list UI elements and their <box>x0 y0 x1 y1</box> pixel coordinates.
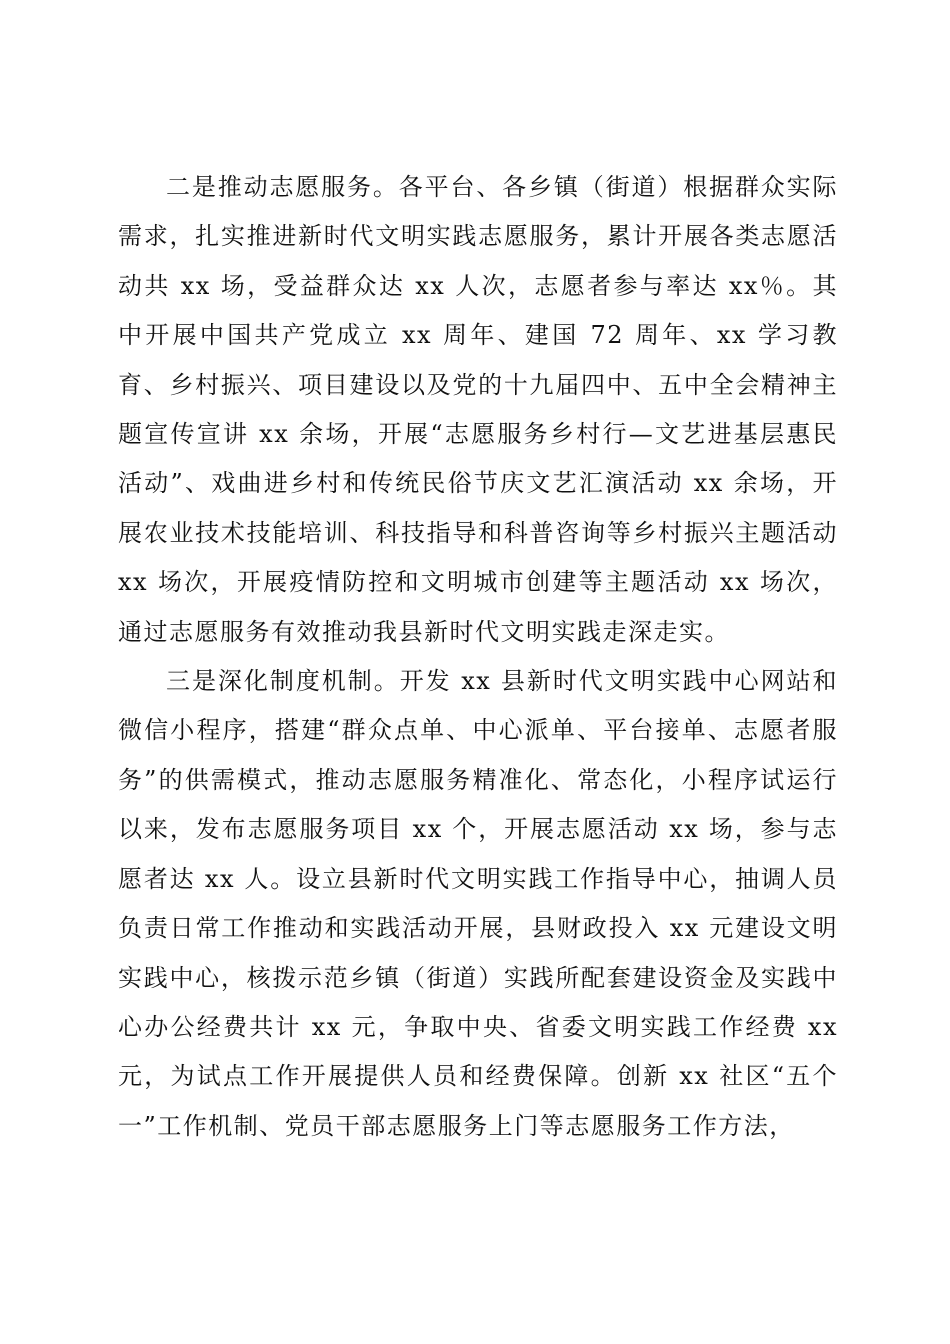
document-body <box>118 163 838 1151</box>
paragraph-institutional-mechanism: 三是深化制度机制。开发 xx 县新时代文明实践中心网站和微信小程序，搭建“群众点单、中心派单、平台接单、志愿者服务”的供需模式，推动志愿服务精准化、常态化，小程序试运行以来，发布志愿服务项目 xx 个，开展志愿活动 xx 场，参与志愿者达 xx 人。设立县新时代文明实践工作指导中心，抽调人员负责日常工作推动和实践活动开展，县财政投入 xx 元建设文明实践中心，核拨示范乡镇（街道）实践所配套建设资金及实践中心办公经费共计 xx 元，争取中央、省委文明实践工作经费 xx 元，为试点工作开展提供人员和经费保障。创新 xx 社区“五个一”工作机制、党员干部志愿服务上门等志愿服务工作方法， <box>118 667 838 1140</box>
paragraph-volunteer-service: 二是推动志愿服务。各平台、各乡镇（街道）根据群众实际需求，扎实推进新时代文明实践志愿服务，累计开展各类志愿活动共 xx 场，受益群众达 xx 人次，志愿者参与率达 xx％。其中开展中国共产党成立 xx 周年、建国 72 周年、xx 学习教育、乡村振兴、项目建设以及党的十九届四中、五中全会精神主题宣传宣讲 xx 余场，开展“志愿服务乡村行—文艺进基层惠民活动”、戏曲进乡村和传统民俗节庆文艺汇演活动 xx 余场，开展农业技术技能培训、科技指导和科普咨询等乡村振兴主题活动 xx 场次，开展疫情防控和文明城市创建等主题活动 xx 场次，通过志愿服务有效推动我县新时代文明实践走深走实。 <box>118 173 838 646</box>
